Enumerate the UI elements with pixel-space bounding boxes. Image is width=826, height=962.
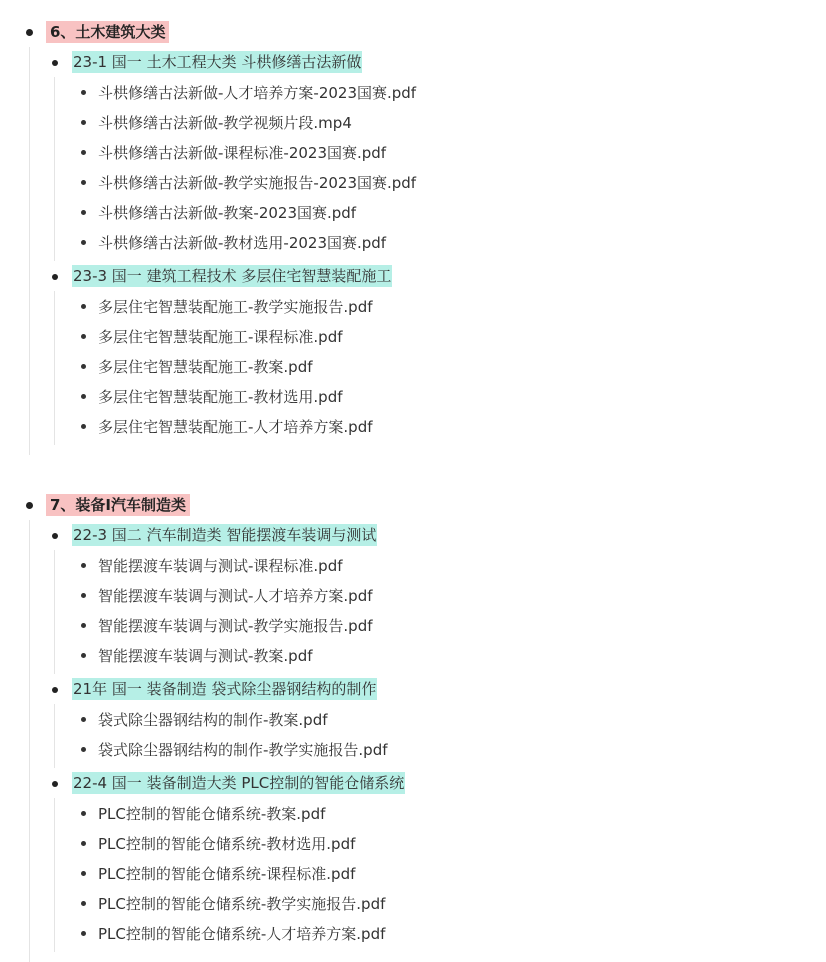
file-name-link[interactable]: PLC控制的智能仓储系统-人才培养方案.pdf (98, 924, 386, 943)
file-bullet-icon (81, 150, 86, 155)
file-bullet-icon (81, 563, 86, 568)
course-list (46, 47, 826, 441)
file-list (72, 550, 826, 670)
file-item[interactable] (72, 381, 826, 411)
file-name-link[interactable]: 斗栱修缮古法新做-教学实施报告-2023国赛.pdf (98, 173, 417, 192)
file-bullet-icon (81, 304, 86, 309)
file-bullet-icon (81, 717, 86, 722)
file-bullet-icon (81, 334, 86, 339)
course-guide-line (54, 291, 55, 445)
file-bullet-icon (81, 424, 86, 429)
course-bullet-icon (52, 781, 58, 787)
course-bullet-icon (52, 274, 58, 280)
course-title-row[interactable] (72, 261, 826, 291)
course-list (46, 520, 826, 948)
file-item[interactable] (72, 167, 826, 197)
course-title-row[interactable] (72, 520, 826, 550)
file-bullet-icon (81, 593, 86, 598)
file-item[interactable] (72, 734, 826, 764)
file-name-link[interactable]: 斗栱修缮古法新做-人才培养方案-2023国赛.pdf (98, 83, 417, 102)
file-item[interactable] (72, 918, 826, 948)
file-name-link[interactable]: PLC控制的智能仓储系统-教学实施报告.pdf (98, 894, 386, 913)
file-bullet-icon (81, 394, 86, 399)
file-bullet-icon (81, 871, 86, 876)
file-name-link[interactable]: 斗栱修缮古法新做-教案-2023国赛.pdf (98, 203, 357, 222)
file-name-link[interactable]: 智能摆渡车装调与测试-教学实施报告.pdf (98, 616, 373, 635)
course-title-row[interactable] (72, 768, 826, 798)
file-item[interactable] (72, 351, 826, 381)
file-item[interactable] (72, 321, 826, 351)
course-item (46, 768, 826, 948)
file-bullet-icon (81, 623, 86, 628)
course-item (46, 674, 826, 764)
file-item[interactable] (72, 704, 826, 734)
file-bullet-icon (81, 811, 86, 816)
course-bullet-icon (52, 533, 58, 539)
file-list (72, 798, 826, 948)
course-item (46, 520, 826, 670)
file-bullet-icon (81, 841, 86, 846)
file-list (72, 77, 826, 257)
file-name-link[interactable]: 斗栱修缮古法新做-教材选用-2023国赛.pdf (98, 233, 387, 252)
file-name-link[interactable]: 斗栱修缮古法新做-教学视频片段.mp4 (98, 113, 352, 132)
file-bullet-icon (81, 180, 86, 185)
file-name-link[interactable]: 多层住宅智慧装配施工-人才培养方案.pdf (98, 417, 373, 436)
course-bullet-icon (52, 60, 58, 66)
file-name-link[interactable]: PLC控制的智能仓储系统-课程标准.pdf (98, 864, 356, 883)
file-item[interactable] (72, 550, 826, 580)
course-guide-line (54, 550, 55, 674)
file-bullet-icon (81, 240, 86, 245)
file-list (72, 704, 826, 764)
file-bullet-icon (81, 747, 86, 752)
course-bullet-icon (52, 687, 58, 693)
course-guide-line (54, 798, 55, 952)
file-item[interactable] (72, 107, 826, 137)
category-title-row[interactable] (46, 490, 826, 520)
file-name-link[interactable]: 智能摆渡车装调与测试-教案.pdf (98, 646, 313, 665)
file-name-link[interactable]: 袋式除尘器钢结构的制作-教学实施报告.pdf (98, 740, 388, 759)
category-bullet-icon (26, 29, 33, 36)
file-item[interactable] (72, 640, 826, 670)
category-guide-line (29, 47, 30, 455)
file-item[interactable] (72, 137, 826, 167)
course-item (46, 261, 826, 441)
file-name-link[interactable]: 多层住宅智慧装配施工-教学实施报告.pdf (98, 297, 373, 316)
category-guide-line (29, 520, 30, 962)
course-title[interactable]: 23-1 国一 土木工程大类 斗栱修缮古法新做 (73, 53, 362, 71)
file-item[interactable] (72, 227, 826, 257)
file-bullet-icon (81, 90, 86, 95)
file-bullet-icon (81, 901, 86, 906)
course-guide-line (54, 704, 55, 768)
file-item[interactable] (72, 858, 826, 888)
file-item[interactable] (72, 580, 826, 610)
file-item[interactable] (72, 197, 826, 227)
file-item[interactable] (72, 828, 826, 858)
course-title-row[interactable] (72, 47, 826, 77)
file-name-link[interactable]: 袋式除尘器钢结构的制作-教案.pdf (98, 710, 328, 729)
file-name-link[interactable]: 智能摆渡车装调与测试-课程标准.pdf (98, 556, 343, 575)
category-title[interactable]: 7、装备I汽车制造类 (46, 494, 190, 516)
course-title[interactable]: 22-3 国二 汽车制造类 智能摆渡车装调与测试 (73, 526, 377, 544)
file-bullet-icon (81, 653, 86, 658)
file-name-link[interactable]: 多层住宅智慧装配施工-教案.pdf (98, 357, 313, 376)
category-section (0, 17, 826, 445)
course-guide-line (54, 77, 55, 261)
file-item[interactable] (72, 291, 826, 321)
file-item[interactable] (72, 77, 826, 107)
category-title[interactable]: 6、土木建筑大类 (46, 21, 169, 43)
course-title-row[interactable] (72, 674, 826, 704)
category-title-row[interactable] (46, 17, 826, 47)
file-bullet-icon (81, 120, 86, 125)
file-bullet-icon (81, 364, 86, 369)
course-title[interactable]: 23-3 国一 建筑工程技术 多层住宅智慧装配施工 (73, 267, 392, 285)
file-name-link[interactable]: PLC控制的智能仓储系统-教案.pdf (98, 804, 326, 823)
file-bullet-icon (81, 210, 86, 215)
file-item[interactable] (72, 610, 826, 640)
file-bullet-icon (81, 931, 86, 936)
file-item[interactable] (72, 411, 826, 441)
file-name-link[interactable]: PLC控制的智能仓储系统-教材选用.pdf (98, 834, 356, 853)
course-item (46, 47, 826, 257)
category-bullet-icon (26, 502, 33, 509)
category-section (0, 490, 826, 952)
file-item[interactable] (72, 798, 826, 828)
file-name-link[interactable]: 斗栱修缮古法新做-课程标准-2023国赛.pdf (98, 143, 387, 162)
file-list (72, 291, 826, 441)
file-name-link[interactable]: 智能摆渡车装调与测试-人才培养方案.pdf (98, 586, 373, 605)
file-item[interactable] (72, 888, 826, 918)
file-name-link[interactable]: 多层住宅智慧装配施工-教材选用.pdf (98, 387, 343, 406)
course-title[interactable]: 21年 国一 装备制造 袋式除尘器钢结构的制作 (73, 680, 377, 698)
course-title[interactable]: 22-4 国一 装备制造大类 PLC控制的智能仓储系统 (73, 774, 405, 792)
file-name-link[interactable]: 多层住宅智慧装配施工-课程标准.pdf (98, 327, 343, 346)
